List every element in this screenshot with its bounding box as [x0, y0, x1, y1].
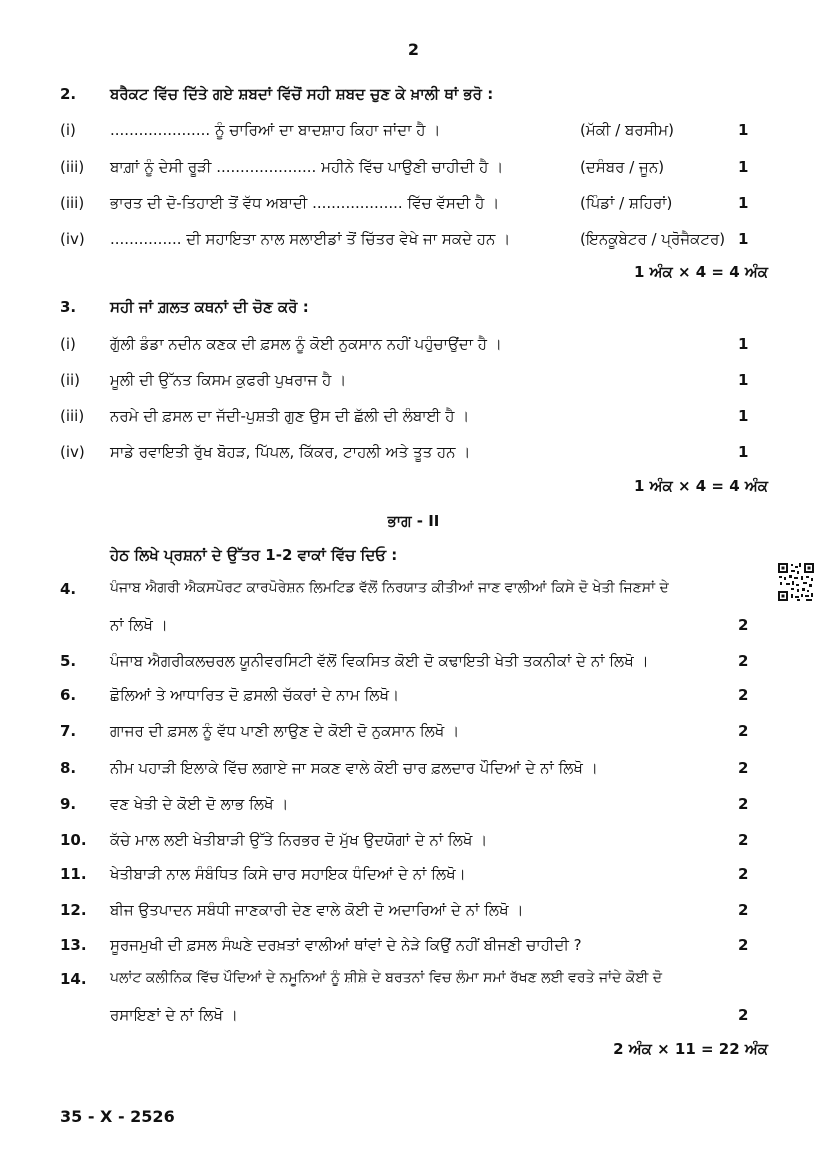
mark: 1	[738, 230, 749, 248]
mark: 2	[738, 795, 749, 813]
question-text: ਗਾਜਰ ਦੀ ਫ਼ਸਲ ਨੂੰ ਵੱਧ ਪਾਣੀ ਲਾਉਣ ਦੇ ਕੋਈ ਦੋ ਨੁਕਸਾਨ ਲਿਖੋ ।	[110, 722, 460, 740]
question-text: ਪੰਜਾਬ ਐਗਰੀ ਐਕਸਪੋਰਟ ਕਾਰਪੋਰੇਸ਼ਨ ਲਿਮਟਿਡ ਵੱਲੋਂ ਨਿਰਯਾਤ ਕੀਤੀਆਂ ਜਾਣ ਵਾਲੀਆਂ ਕਿਸੇ ਦੋ ਖੇਤੀ ਜਿਣਸਾਂ ਦੇ	[110, 580, 669, 596]
question-text: ਪਲਾਂਟ ਕਲੀਨਿਕ ਵਿੱਚ ਪੌਦਿਆਂ ਦੇ ਨਮੂਨਿਆਂ ਨੂੰ ਸ਼ੀਸ਼ੇ ਦੇ ਬਰਤਨਾਂ ਵਿਚ ਲੰਮਾ ਸਮਾਂ ਰੱਖਣ ਲਈ ਵਰਤੇ ਜਾਂਦੇ ਕੋਈ ਦੋ	[110, 970, 663, 986]
fill-blank-text: ਬਾਗ਼ਾਂ ਨੂੰ ਦੇਸੀ ਰੂੜੀ ..................... ਮਹੀਨੇ ਵਿੱਚ ਪਾਉਣੀ ਚਾਹੀਦੀ ਹੈ ।	[110, 158, 504, 176]
paper-code: 35 - X - 2526	[60, 1107, 175, 1126]
fill-blank-options: (ਪਿੰਡਾਂ / ਸ਼ਹਿਰਾਂ)	[580, 194, 673, 212]
mark: 1	[738, 194, 749, 212]
mark: 1	[738, 443, 749, 461]
section-heading: ਬਰੈਕਟ ਵਿੱਚ ਦਿੱਤੇ ਗਏ ਸ਼ਬਦਾਂ ਵਿੱਚੋਂ ਸਹੀ ਸ਼ਬਦ ਚੁਣ ਕੇ ਖ਼ਾਲੀ ਥਾਂ ਭਰੋ :	[110, 85, 494, 103]
statement-text: ਮੂਲੀ ਦੀ ਉੱਨਤ ਕਿਸਮ ਕੁਫਰੀ ਪੁਖਰਾਜ ਹੈ ।	[110, 371, 347, 389]
mark: 1	[738, 158, 749, 176]
sub-number: (iii)	[60, 158, 85, 176]
question-number: 7.	[60, 722, 77, 740]
mark: 2	[738, 1006, 749, 1024]
fill-blank-options: (ਮੱਕੀ / ਬਰਸੀਮ)	[580, 121, 674, 139]
question-number: 5.	[60, 652, 77, 670]
fill-blank-text: ਭਾਰਤ ਦੀ ਦੋ-ਤਿਹਾਈ ਤੋਂ ਵੱਧ ਅਬਾਦੀ ................... ਵਿੱਚ ਵੱਸਦੀ ਹੈ ।	[110, 194, 500, 212]
question-text: ਛੋਲਿਆਂ ਤੇ ਆਧਾਰਿਤ ਦੋ ਫ਼ਸਲੀ ਚੱਕਰਾਂ ਦੇ ਨਾਮ ਲਿਖੋ।	[110, 686, 400, 704]
question-number: 6.	[60, 686, 77, 704]
question-number: 12.	[60, 901, 87, 919]
sub-number: (iv)	[60, 443, 85, 461]
section-total: 1 ਅੰਕ × 4 = 4 ਅੰਕ	[633, 263, 768, 281]
part-instruction: ਹੇਠ ਲਿਖੇ ਪ੍ਰਸ਼ਨਾਂ ਦੇ ਉੱਤਰ 1-2 ਵਾਕਾਂ ਵਿੱਚ ਦਿਓ :	[110, 546, 398, 564]
sub-number: (i)	[60, 121, 76, 139]
question-text: ਕੱਚੇ ਮਾਲ ਲਈ ਖੇਤੀਬਾੜੀ ਉੱਤੇ ਨਿਰਭਰ ਦੋ ਮੁੱਖ ਉਦਯੋਗਾਂ ਦੇ ਨਾਂ ਲਿਖੋ ।	[110, 831, 488, 849]
question-number: 14.	[60, 970, 87, 988]
question-number: 4.	[60, 580, 77, 598]
sub-number: (ii)	[60, 371, 81, 389]
mark: 2	[738, 936, 749, 954]
question-number: 9.	[60, 795, 77, 813]
statement-text: ਸਾਡੇ ਰਵਾਇਤੀ ਰੁੱਖ ਬੋਹੜ, ਪਿੱਪਲ, ਕਿੱਕਰ, ਟਾਹਲੀ ਅਤੇ ਤੂਤ ਹਨ ।	[110, 443, 471, 461]
fill-blank-text: ..................... ਨੂੰ ਚਾਰਿਆਂ ਦਾ ਬਾਦਸ਼ਾਹ ਕਿਹਾ ਜਾਂਦਾ ਹੈ ।	[110, 121, 441, 139]
mark: 2	[738, 865, 749, 883]
mark: 1	[738, 407, 749, 425]
statement-text: ਨਰਮੇ ਦੀ ਫ਼ਸਲ ਦਾ ਜੱਦੀ-ਪੁਸ਼ਤੀ ਗੁਣ ਉਸ ਦੀ ਛੱਲੀ ਦੀ ਲੰਬਾਈ ਹੈ ।	[110, 407, 470, 425]
qr-code-icon	[777, 562, 815, 602]
mark: 2	[738, 722, 749, 740]
section-heading: ਸਹੀ ਜਾਂ ਗ਼ਲਤ ਕਥਨਾਂ ਦੀ ਚੋਣ ਕਰੋ :	[110, 298, 309, 316]
mark: 2	[738, 686, 749, 704]
question-number: 11.	[60, 865, 87, 883]
statement-text: ਗੁੱਲੀ ਡੰਡਾ ਨਦੀਨ ਕਣਕ ਦੀ ਫ਼ਸਲ ਨੂੰ ਕੋਈ ਨੁਕਸਾਨ ਨਹੀਂ ਪਹੁੰਚਾਉਂਦਾ ਹੈ ।	[110, 335, 502, 353]
sub-number: (iii)	[60, 194, 85, 212]
page-number: 2	[407, 40, 420, 59]
question-number: 3.	[60, 298, 77, 316]
sub-number: (i)	[60, 335, 76, 353]
mark: 2	[738, 616, 749, 634]
fill-blank-options: (ਦਸੰਬਰ / ਜੂਨ)	[580, 158, 665, 176]
mark: 2	[738, 901, 749, 919]
sub-number: (iv)	[60, 230, 85, 248]
question-number: 13.	[60, 936, 87, 954]
part-title: ਭਾਗ - II	[387, 512, 440, 530]
mark: 2	[738, 831, 749, 849]
question-text-continued: ਨਾਂ ਲਿਖੋ ।	[110, 616, 168, 634]
question-text-continued: ਰਸਾਇਣਾਂ ਦੇ ਨਾਂ ਲਿਖੋ ।	[110, 1006, 238, 1024]
fill-blank-options: (ਇਨਕੂਬੇਟਰ / ਪ੍ਰੋਜੈਕਟਰ)	[580, 230, 726, 248]
section-total: 2 ਅੰਕ × 11 = 22 ਅੰਕ	[613, 1040, 768, 1058]
mark: 1	[738, 371, 749, 389]
mark: 2	[738, 652, 749, 670]
question-text: ਖੇਤੀਬਾੜੀ ਨਾਲ ਸੰਬੰਧਿਤ ਕਿਸੇ ਚਾਰ ਸਹਾਇਕ ਧੰਦਿਆਂ ਦੇ ਨਾਂ ਲਿਖੋ।	[110, 865, 466, 883]
section-total: 1 ਅੰਕ × 4 = 4 ਅੰਕ	[633, 477, 768, 495]
question-text: ਸੂਰਜਮੁਖੀ ਦੀ ਫ਼ਸਲ ਸੰਘਣੇ ਦਰਖ਼ਤਾਂ ਵਾਲੀਆਂ ਥਾਂਵਾਂ ਦੇ ਨੇੜੇ ਕਿਉਂ ਨਹੀਂ ਬੀਜਣੀ ਚਾਹੀਦੀ ?	[110, 936, 582, 954]
fill-blank-text: ............... ਦੀ ਸਹਾਇਤਾ ਨਾਲ ਸਲਾਈਡਾਂ ਤੋਂ ਚਿੱਤਰ ਵੇਖੇ ਜਾ ਸਕਦੇ ਹਨ ।	[110, 230, 511, 248]
mark: 1	[738, 335, 749, 353]
question-number: 10.	[60, 831, 87, 849]
mark: 2	[738, 759, 749, 777]
question-number: 2.	[60, 85, 77, 103]
question-text: ਪੰਜਾਬ ਐਗਰੀਕਲਚਰਲ ਯੂਨੀਵਰਸਿਟੀ ਵੱਲੋਂ ਵਿਕਸਿਤ ਕੋਈ ਦੋ ਕਢਾਇਤੀ ਖੇਤੀ ਤਕਨੀਕਾਂ ਦੇ ਨਾਂ ਲਿਖੋ ।	[110, 652, 649, 670]
sub-number: (iii)	[60, 407, 85, 425]
question-text: ਵਣ ਖੇਤੀ ਦੇ ਕੋਈ ਦੋ ਲਾਭ ਲਿਖੋ ।	[110, 795, 289, 813]
mark: 1	[738, 121, 749, 139]
question-text: ਨੀਮ ਪਹਾੜੀ ਇਲਾਕੇ ਵਿੱਚ ਲਗਾਏ ਜਾ ਸਕਣ ਵਾਲੇ ਕੋਈ ਚਾਰ ਫ਼ਲਦਾਰ ਪੌਦਿਆਂ ਦੇ ਨਾਂ ਲਿਖੋ ।	[110, 759, 598, 777]
question-number: 8.	[60, 759, 77, 777]
question-text: ਬੀਜ ਉਤਪਾਦਨ ਸਬੰਧੀ ਜਾਣਕਾਰੀ ਦੇਣ ਵਾਲੇ ਕੋਈ ਦੋ ਅਦਾਰਿਆਂ ਦੇ ਨਾਂ ਲਿਖੋ ।	[110, 901, 524, 919]
